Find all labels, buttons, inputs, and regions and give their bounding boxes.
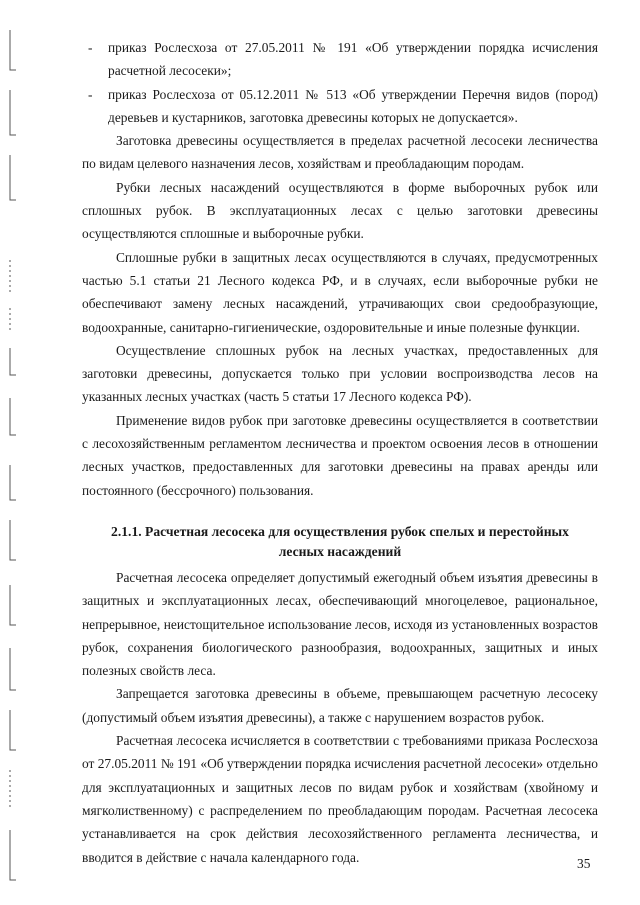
bullet-marker: - <box>88 40 93 55</box>
page-number: 35 <box>577 856 591 871</box>
paragraph: Применение видов рубок при заготовке древесины осуществляется в соответствии с лесохозяйственным регламентом лесничества и проектом освоения лесов в отношении лесных участков, предоставленных для заготовки древесины на правах аренды или постоянного (бессрочного) пользования. <box>82 412 598 498</box>
document-page <box>82 36 598 869</box>
paragraph: Сплошные рубки в защитных лесах осуществляются в случаях, предусмотренных частью 5.1 статьи 21 Лесного кодекса РФ, и в случаях, если выборочные рубки не обеспечивают замену лесных насаждений, утрачивающих свои средообразующие, водоохранные, санитарно-гигиенические, оздоровительные и иные полезные функции. <box>82 249 598 335</box>
paragraph: Расчетная лесосека исчисляется в соответствии с требованиями приказа Рослесхоза от 27.05.2011 № 191 «Об утверждении порядка исчисления расчетной лесосеки» отдельно для эксплуатационных и защитных лесов по видам рубок и хозяйствам (хвойному и мягколиственному) с распределением по преобладающим породам. Расчетная лесосека устанавливается на срок действия лесохозяйственного регламента лесничества, и вводится в действие с начала календарного года. <box>82 733 598 865</box>
list-item-text: приказ Рослесхоза от 27.05.2011 № 191 «Об утверждении порядка исчисления расчетной лесосеки»; <box>108 40 598 79</box>
paragraph: Расчетная лесосека определяет допустимый ежегодный объем изъятия древесины в защитных и эксплуатационных лесах, обеспечивающий многоцелевое, рациональное, непрерывное, неистощительное использование лесов, исходя из установленных возрастов рубок, сохранения биологического разнообразия, водоохранных, защитных и иных полезных свойств леса. <box>82 569 598 679</box>
section-heading: 2.1.1. Расчетная лесосека для осуществления рубок спелых и перестойных лесных насаждений <box>111 523 569 559</box>
paragraph: Заготовка древесины осуществляется в пределах расчетной лесосеки лесничества по видам целевого назначения лесов, хозяйствам и преобладающим породам. <box>82 133 598 172</box>
list-item-text: приказ Рослесхоза от 05.12.2011 № 513 «Об утверждении Перечня видов (пород) деревьев и кустарников, заготовка древесины которых не допускается». <box>108 86 598 125</box>
bullet-marker: - <box>88 86 93 102</box>
paragraph: Запрещается заготовка древесины в объеме, превышающем расчетную лесосеку (допустимый объем изъятия древесины), а также с нарушением возрастов рубок. <box>82 686 598 725</box>
paragraph: Рубки лесных насаждений осуществляются в форме выборочных рубок или сплошных рубок. В эксплуатационных лесах с целью заготовки древесины осуществляются сплошные и выборочные рубки. <box>82 179 598 242</box>
list-item <box>82 36 598 83</box>
list-item <box>82 83 598 130</box>
binding-edge-marks <box>6 30 20 890</box>
paragraph: Осуществление сплошных рубок на лесных участках, предоставленных для заготовки древесины, допускается только при условии воспроизводства лесов на указанных лесных участках (часть 5 статьи 17 Лесного кодекса РФ). <box>82 342 598 405</box>
